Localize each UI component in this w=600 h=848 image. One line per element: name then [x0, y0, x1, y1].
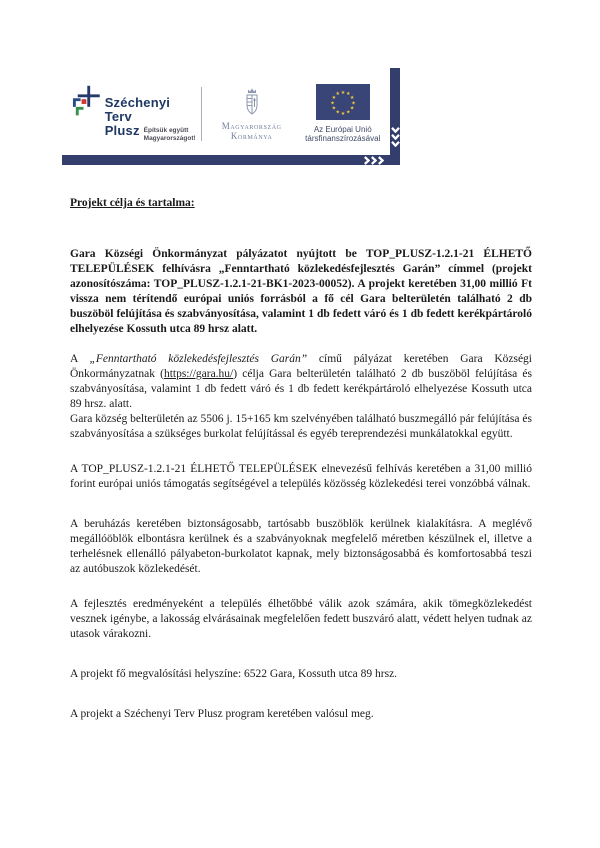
government-label-line2: Kormánya — [230, 131, 273, 141]
paragraph-project-goal — [70, 352, 532, 412]
svg-text:★: ★ — [349, 94, 355, 101]
goal-text-post: ) célja Gara belterületén található 2 db buszöböl felújítása és szabványosítása, valamint 1 db fedett váró és 1 db fedett kerékpártároló elhelyezése Kossuth utca 89 hrsz. alatt. — [70, 368, 532, 410]
government-label-line1: Magyarország — [221, 121, 282, 131]
header-banner — [62, 68, 400, 165]
svg-text:★: ★ — [350, 99, 356, 106]
paragraph-program: A projekt a Széchenyi Terv Plusz program keretében valósul meg. — [70, 708, 374, 720]
chevron-down-icon — [391, 141, 400, 147]
government-label — [222, 121, 282, 141]
paragraph-result: A fejlesztés eredményeként a település élhetőbbé válik azok számára, akik tömegközlekedést vesznek igénybe, a lakosság elvárásainak megfelelően fedett buszváró alatt, védett helyen tudnak az utasok várakozni. — [70, 598, 532, 640]
eu-label-line2: társfinanszírozásával — [305, 134, 381, 143]
goal-text-pre: A — [70, 353, 90, 365]
chevron-right-icon — [371, 156, 377, 165]
paragraph-project-summary: Gara Községi Önkormányzat pályázatot nyújtott be TOP_PLUSZ-1.2.1-21 ÉLHETŐ TELEPÜLÉSEK felhívásra „Fenntartható közlekedésfejlesztés Garán” címmel (projekt azonosítószáma: TOP_PLUSZ-1.2.1-21-BK1-2023-00052). A projekt keretében 31,00 millió Ft vissza nem térítendő európai uniós forrásból a fő cél Gara belterületén található 2 db buszöböl felújítása és szabványosítása, valamint 1 db fedett váró és 1 db fedett kerékpártároló elhelyezése Kossuth utca 89 hrsz alatt. — [70, 248, 532, 335]
paragraph-investment: A beruházás keretében biztonságosabb, tartósabb buszöblök kerülnek kialakításra. A meglévő megállóöblök elbontásra kerülnek és a szabványoknak megfelelő méretben készülnek el, illetve a terhelésnek ellenálló pályabeton-burkolatot kapnak, mely biztonságosabbá és komfortosabbá teszi az autóbuszok közlekedését. — [70, 518, 532, 575]
svg-text:★: ★ — [345, 108, 351, 115]
goal-text-mid: című pályázat keretében Gara Községi Önkormányzatnak ( — [70, 353, 533, 380]
svg-text:★: ★ — [340, 89, 345, 96]
szechenyi-terv-plusz-logo — [72, 84, 197, 143]
eu-flag-icon — [316, 84, 370, 120]
banner-vertical-bar — [390, 68, 400, 165]
paragraph-project-scope: Gara község belterületén az 5506 j. 15+165 km szelvényében található buszmegálló pár felújítása és szabványosítása a szükséges burkolat felújítással és egyéb tereprendezési munkálatokkal együtt. — [70, 413, 532, 440]
szechenyi-tagline-line2: Magyarországot! — [143, 135, 196, 142]
svg-text:★: ★ — [335, 90, 340, 97]
szechenyi-title-line2: Plusz — [104, 123, 140, 138]
svg-text:★: ★ — [331, 105, 336, 112]
eu-cofinancing-label — [305, 125, 380, 144]
banner-content — [72, 76, 384, 151]
chevron-right-icon — [378, 156, 384, 165]
document-body — [70, 196, 532, 722]
goal-project-title: „Fenntartható közlekedésfejlesztés Garán” — [89, 353, 308, 365]
szechenyi-plus-icon — [72, 84, 101, 122]
szechenyi-title-line1: Széchenyi Terv — [104, 95, 171, 124]
svg-text:★: ★ — [335, 108, 340, 115]
banner-horizontal-bar — [62, 155, 400, 165]
hungarian-government-logo — [214, 86, 290, 141]
hungary-coat-of-arms-icon — [241, 86, 263, 118]
chevron-down-icon — [391, 134, 400, 140]
svg-text:★: ★ — [340, 110, 345, 117]
paragraph-funding: A TOP_PLUSZ-1.2.1-21 ÉLHETŐ TELEPÜLÉSEK elnevezésű felhívás keretében a 31,00 millió forint európai uniós támogatás segítségével a település közösség közlekedési terei vonzóbbá válnak. — [70, 463, 532, 490]
gara-website-link[interactable]: https://gara.hu/ — [163, 368, 234, 380]
svg-text:★: ★ — [349, 105, 355, 112]
szechenyi-logo-text — [105, 96, 197, 143]
chevron-right-icon — [364, 156, 370, 165]
chevron-down-icon — [391, 127, 400, 133]
svg-text:★: ★ — [329, 99, 335, 106]
logo-divider — [201, 87, 202, 141]
eu-cofinancing-logo — [301, 84, 384, 144]
svg-text:★: ★ — [345, 90, 351, 97]
svg-text:★: ★ — [331, 94, 336, 101]
eu-label-line1: Az Európai Unió — [313, 124, 372, 134]
paragraph-location: A projekt fő megvalósítási helyszíne: 6522 Gara, Kossuth utca 89 hrsz. — [70, 668, 398, 680]
szechenyi-tagline — [144, 127, 196, 143]
szechenyi-tagline-line1: Építsük együtt — [143, 127, 189, 134]
page-title: Projekt célja és tartalma: — [70, 197, 195, 209]
